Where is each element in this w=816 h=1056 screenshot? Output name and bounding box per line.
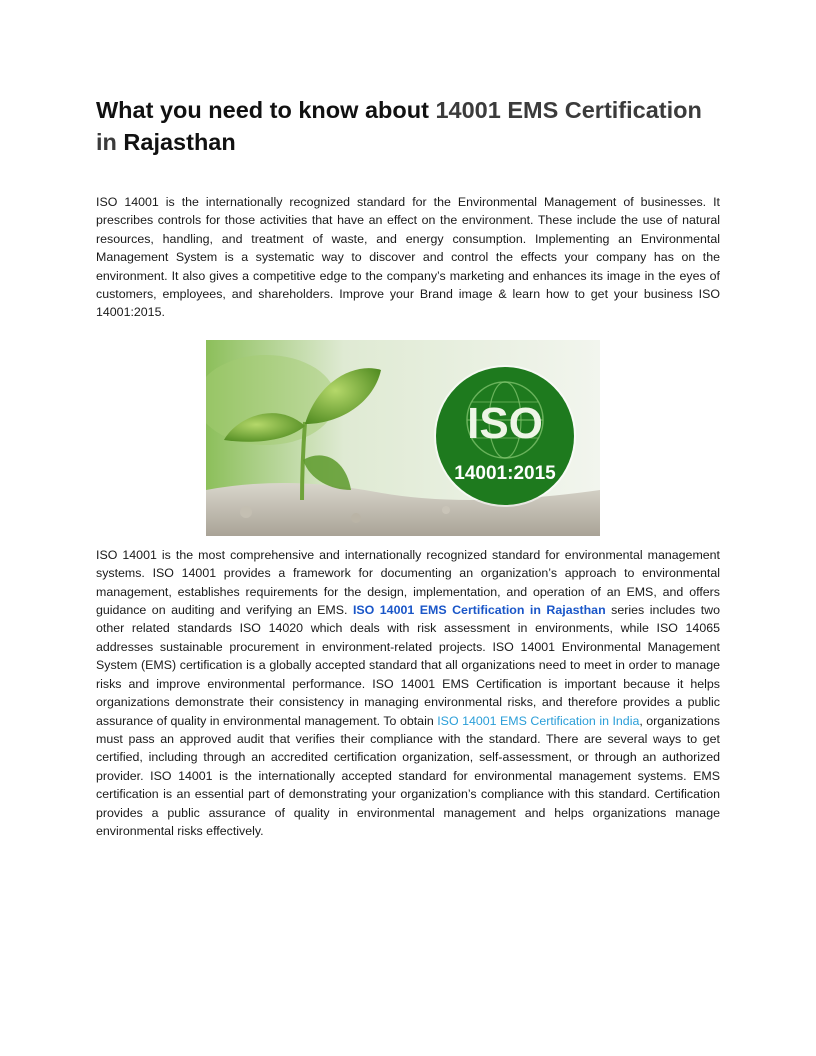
body-part-2: series includes two other related standards ISO 14020 which deals with risk assessment in environments, while ISO 14065 addresses sustainable procurement in environment-related projects. ISO 14001 Environmental Management System (EMS) certification is a globally accepted standard that all organizations need to meet in order to manage risks and improve environmental performance. ISO 14001 EMS Certification is important because it helps organizations demonstrate their consistency in managing environmental risks, and therefore provides a public assurance of quality in environmental management. To obtain [96, 603, 720, 728]
iso-14001-image [206, 340, 600, 536]
document-page [96, 94, 720, 840]
intro-paragraph: ISO 14001 is the internationally recognized standard for the Environmental Management of businesses. It prescribes controls for those activities that have an effect on the environment. These include the use of natural resources, handling, and treatment of waste, and energy consumption. Implementing an Environmental Management System is a systematic way to discover and control the effects your company has on the environment. It also gives a competitive edge to the company’s marketing and enhances its image in the eyes of customers, employees, and shareholders. Improve your Brand image & learn how to get your business ISO 14001:2015. [96, 195, 720, 320]
badge-standard-text: 14001:2015 [454, 462, 556, 484]
title-lead: What you need to know about [96, 97, 429, 123]
body-part-3: , organizations must pass an approved audit that verifies their compliance with the standard. There are several ways to get certified, including through an accredited certification organization, self-assessment, or through an authorized provider. ISO 14001 is the internationally accepted standard for environmental management systems. EMS certification is an essential part of demonstrating your organization’s compliance with this standard. Certification provides a public assurance of quality in environmental management and helps organizations manage environmental risks effectively. [96, 713, 720, 838]
badge-iso-text: ISO [467, 398, 543, 448]
india-certification-link[interactable]: ISO 14001 EMS Certification in India [437, 713, 640, 728]
rajasthan-certification-link[interactable]: ISO 14001 EMS Certification in Rajasthan [352, 603, 606, 618]
title-accent: 14001 EMS Certification in [96, 97, 702, 155]
body-part-1: ISO 14001 is the most comprehensive and internationally recognized standard for environmental management systems. ISO 14001 provides a framework for documenting an organization’s approach to environmental management, establishes requirements for the design, implementation, and operation of an EMS, and offers guidance on auditing and verifying an EMS. [96, 547, 720, 618]
body-paragraph [96, 546, 720, 841]
title-tail: Rajasthan [123, 129, 236, 155]
seedling-illustration [206, 340, 600, 536]
page-title [96, 94, 720, 158]
